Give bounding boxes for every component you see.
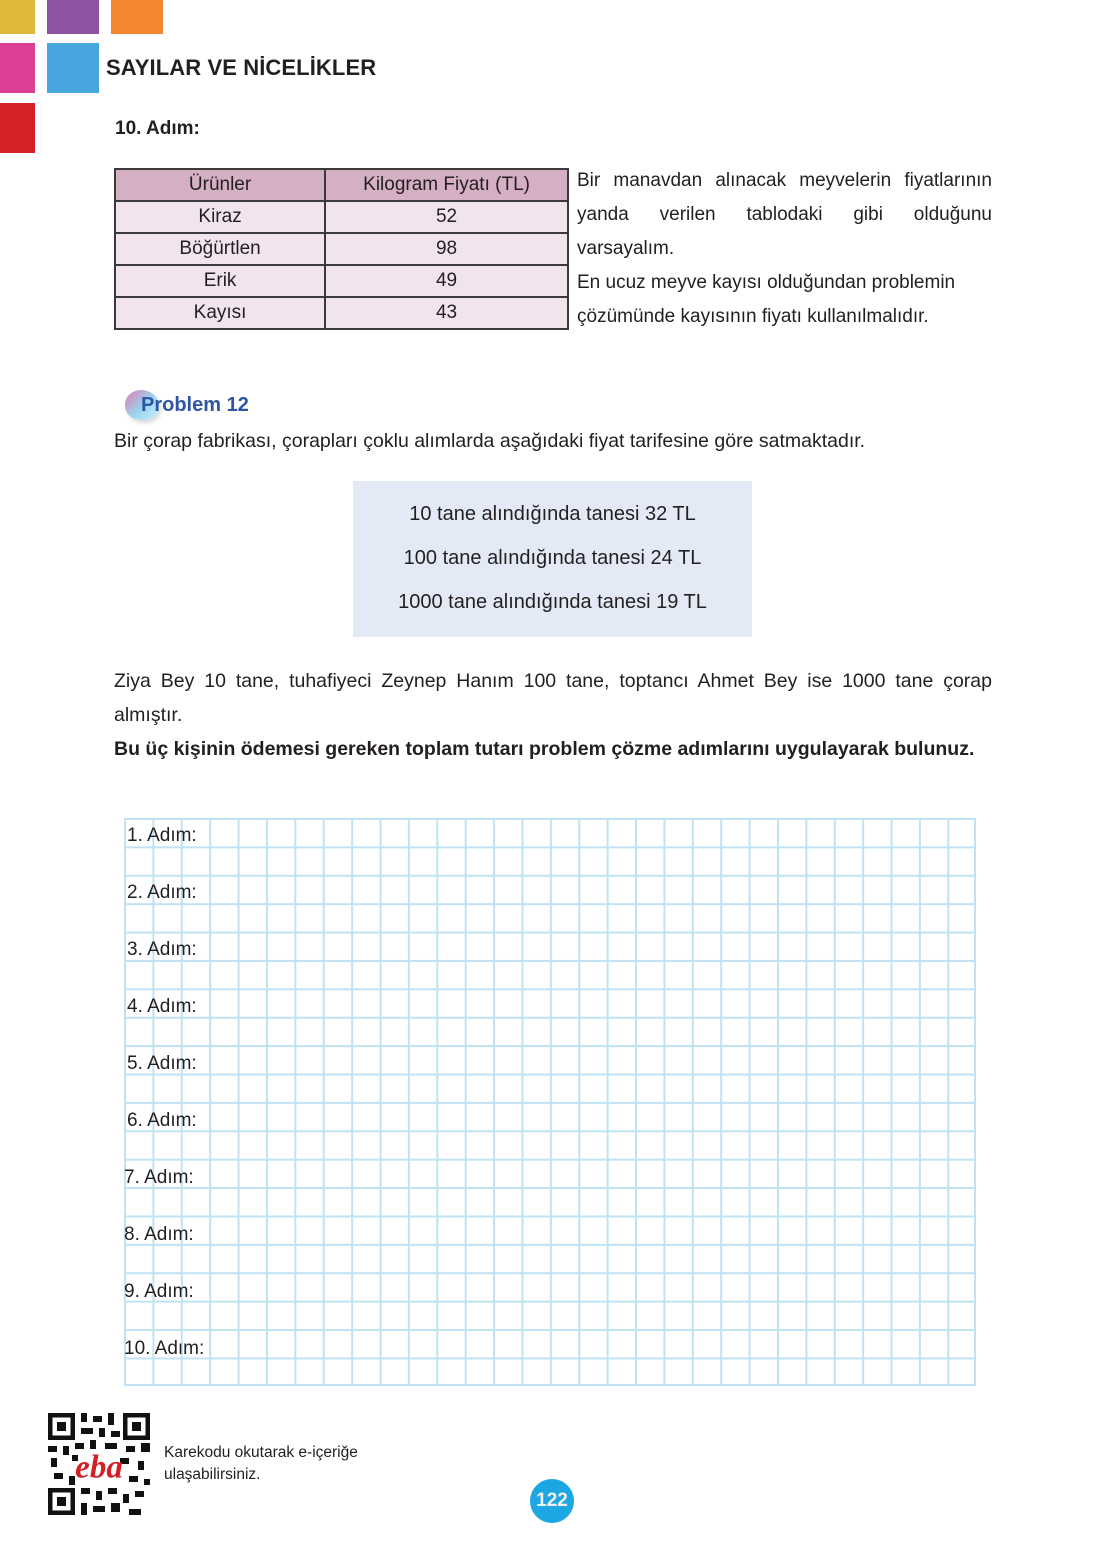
table-row [115, 233, 568, 265]
price-cell: 49 [325, 265, 568, 297]
step-label: 5. Adım: [127, 1053, 197, 1074]
problem-title: Problem 12 [141, 394, 249, 416]
explanation-paragraph: Bir manavdan alınacak meyvelerin fiyatlarının yanda verilen tablodaki gibi olduğunu varsayalım. [577, 170, 992, 259]
price-tier: 100 tane alındığında tanesi 24 TL [403, 547, 702, 569]
step-label: 1. Adım: [127, 825, 197, 846]
table-row [115, 297, 568, 329]
price-cell: 52 [325, 201, 568, 233]
problem-scenario: Ziya Bey 10 tane, tuhafiyeci Zeynep Hanım 100 tane, toptancı Ahmet Bey ise 1000 tane çorap almıştır. [114, 670, 992, 726]
product-cell: Böğürtlen [115, 233, 325, 265]
step-label: 10. Adım: [124, 1338, 205, 1359]
corner-square-orange [111, 0, 163, 34]
eba-logo: eba [75, 1449, 123, 1486]
product-cell: Kayısı [115, 297, 325, 329]
table-row [115, 265, 568, 297]
product-cell: Erik [115, 265, 325, 297]
problem-question [114, 732, 992, 766]
question-text: Bu üç kişinin ödemesi gereken toplam tutarı problem çözme adımlarını uygulayarak bulunuz. [114, 738, 975, 760]
problem-intro: Bir çorap fabrikası, çorapları çoklu alımlarda aşağıdaki fiyat tarifesine göre satmaktadır. [114, 430, 866, 452]
step-label: 3. Adım: [127, 939, 197, 960]
section-title: SAYILAR VE NİCELİKLER [106, 55, 377, 80]
explanation-paragraph: En ucuz meyve kayısı olduğundan problemin çözümünde kayısının fiyatı kullanılmalıdır. [577, 272, 956, 327]
qr-caption [164, 1442, 358, 1486]
step-label: 6. Adım: [127, 1110, 197, 1131]
price-tariff-box [353, 481, 752, 637]
table-header-row [115, 169, 568, 201]
corner-square-pink [0, 43, 35, 93]
price-tier: 1000 tane alındığında tanesi 19 TL [398, 591, 707, 613]
corner-square-purple [47, 0, 99, 34]
step-label: 9. Adım: [124, 1281, 194, 1302]
step-label: 2. Adım: [127, 882, 197, 903]
step-label: 7. Adım: [124, 1167, 194, 1188]
step-label: 4. Adım: [127, 996, 197, 1017]
table-row [115, 201, 568, 233]
price-tier: 10 tane alındığında tanesi 32 TL [409, 503, 696, 525]
qr-caption-line: Karekodu okutarak e-içeriğe [164, 1444, 358, 1461]
column-header: Ürünler [115, 169, 325, 201]
step-10-heading: 10. Adım: [115, 118, 200, 139]
page-number-badge: 122 [530, 1479, 574, 1523]
fruit-price-table [114, 168, 569, 330]
column-header: Kilogram Fiyatı (TL) [325, 169, 568, 201]
product-cell: Kiraz [115, 201, 325, 233]
corner-square-yellow [0, 0, 35, 34]
step-label: 8. Adım: [124, 1224, 194, 1245]
corner-square-red [0, 103, 35, 153]
problem-text [114, 664, 992, 766]
corner-square-blue [47, 43, 99, 93]
price-cell: 98 [325, 233, 568, 265]
answer-grid[interactable] [124, 818, 976, 1386]
qr-code-icon[interactable] [48, 1413, 150, 1515]
price-cell: 43 [325, 297, 568, 329]
qr-caption-line: ulaşabilirsiniz. [164, 1466, 261, 1483]
step-10-explanation [577, 164, 992, 334]
